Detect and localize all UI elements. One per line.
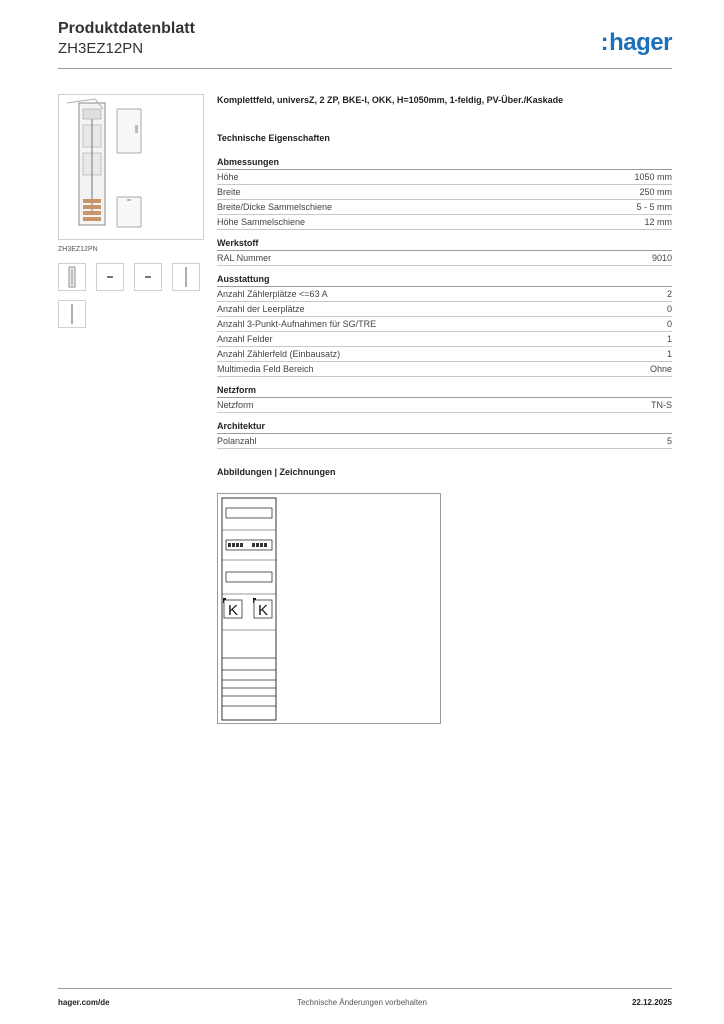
spec-value: 250 mm bbox=[639, 187, 672, 197]
spec-label: RAL Nummer bbox=[217, 253, 272, 263]
spec-label: Polanzahl bbox=[217, 436, 257, 446]
footer-date: 22.12.2025 bbox=[631, 998, 672, 1007]
spec-label: Höhe bbox=[217, 172, 239, 182]
content-area bbox=[217, 95, 672, 477]
footer-website-link[interactable]: hager.com/de bbox=[58, 998, 110, 1007]
mid-cover-slot bbox=[226, 572, 272, 582]
spec-group bbox=[217, 274, 672, 377]
spec-value: 2 bbox=[666, 289, 672, 299]
thumbnail-cover-icon bbox=[97, 264, 123, 290]
spec-label: Breite bbox=[217, 187, 241, 197]
spec-label: Multimedia Feld Bereich bbox=[217, 364, 314, 374]
spec-groups bbox=[217, 157, 672, 449]
spec-label: Breite/Dicke Sammelschiene bbox=[217, 202, 333, 212]
hager-logo bbox=[601, 29, 672, 57]
spec-value: TN-S bbox=[651, 400, 672, 410]
page-title: Produktdatenblatt bbox=[58, 20, 195, 37]
spec-label: Anzahl 3-Punkt-Aufnahmen für SG/TRE bbox=[217, 319, 377, 329]
spec-group bbox=[217, 421, 672, 449]
section-title-figures: Abbildungen | Zeichnungen bbox=[217, 467, 336, 477]
spec-group-title: Ausstattung bbox=[217, 274, 672, 287]
spec-group-title: Architektur bbox=[217, 421, 672, 434]
spec-row bbox=[217, 362, 672, 377]
panel-drawing-svg bbox=[218, 494, 440, 723]
spec-row bbox=[217, 215, 672, 230]
spec-group bbox=[217, 238, 672, 266]
thumbnail-panel-icon bbox=[59, 264, 85, 290]
spec-label: Netzform bbox=[217, 400, 254, 410]
thumbnail-3[interactable] bbox=[134, 263, 162, 291]
thumbnail-cover-icon bbox=[135, 264, 161, 290]
spec-row bbox=[217, 317, 672, 332]
thumbnail-2[interactable] bbox=[96, 263, 124, 291]
thumbnail-5[interactable] bbox=[58, 300, 86, 328]
spec-value: 12 mm bbox=[644, 217, 672, 227]
spec-label: Höhe Sammelschiene bbox=[217, 217, 306, 227]
section-title-tech: Technische Eigenschaften bbox=[217, 133, 330, 143]
logo-text: hager bbox=[609, 29, 672, 56]
product-description: Komplettfeld, universZ, 2 ZP, BKE-I, OKK, H=1050mm, 1-feldig, PV-Über./Kaskade bbox=[217, 95, 564, 105]
spec-row bbox=[217, 251, 672, 266]
spec-row bbox=[217, 185, 672, 200]
meter-label-right: K bbox=[257, 602, 269, 619]
spec-row bbox=[217, 200, 672, 215]
top-cover-slot bbox=[226, 508, 272, 518]
spec-value: 1050 mm bbox=[634, 172, 672, 182]
spec-row bbox=[217, 332, 672, 347]
thumbnail-4[interactable] bbox=[172, 263, 200, 291]
spec-label: Anzahl Zählerfeld (Einbausatz) bbox=[217, 349, 341, 359]
meter-label-left: K bbox=[227, 602, 239, 619]
spec-group bbox=[217, 157, 672, 230]
spec-group-title: Netzform bbox=[217, 385, 672, 398]
spec-value: 5 bbox=[666, 436, 672, 446]
header-divider bbox=[58, 68, 672, 69]
product-image-caption: ZH3EZ12PN bbox=[58, 246, 98, 253]
spec-label: Anzahl Zählerplätze <=63 A bbox=[217, 289, 328, 299]
spec-group-title: Abmessungen bbox=[217, 157, 672, 170]
spec-value: 5 - 5 mm bbox=[636, 202, 672, 212]
spec-row bbox=[217, 434, 672, 449]
spec-row bbox=[217, 287, 672, 302]
spec-row bbox=[217, 302, 672, 317]
spec-value: 9010 bbox=[651, 253, 672, 263]
product-image bbox=[58, 94, 204, 240]
product-photo-illustration bbox=[59, 95, 203, 239]
logo-colon-icon: : bbox=[600, 29, 609, 56]
thumbnail-side-icon bbox=[173, 264, 199, 290]
spec-row bbox=[217, 398, 672, 413]
thumbnail-side-icon bbox=[59, 301, 85, 327]
footer-disclaimer: Technische Änderungen vorbehalten bbox=[297, 998, 427, 1007]
spec-group bbox=[217, 385, 672, 413]
spec-value: 1 bbox=[666, 349, 672, 359]
spec-value: Ohne bbox=[649, 364, 672, 374]
spec-value: 0 bbox=[666, 304, 672, 314]
spec-value: 0 bbox=[666, 319, 672, 329]
spec-label: Anzahl Felder bbox=[217, 334, 273, 344]
product-code: ZH3EZ12PN bbox=[58, 40, 144, 57]
spec-row bbox=[217, 170, 672, 185]
footer-divider bbox=[58, 988, 672, 989]
thumbnail-1[interactable] bbox=[58, 263, 86, 291]
spec-value: 1 bbox=[666, 334, 672, 344]
technical-drawing bbox=[217, 493, 441, 724]
spec-label: Anzahl der Leerplätze bbox=[217, 304, 305, 314]
spec-row bbox=[217, 347, 672, 362]
spec-group-title: Werkstoff bbox=[217, 238, 672, 251]
